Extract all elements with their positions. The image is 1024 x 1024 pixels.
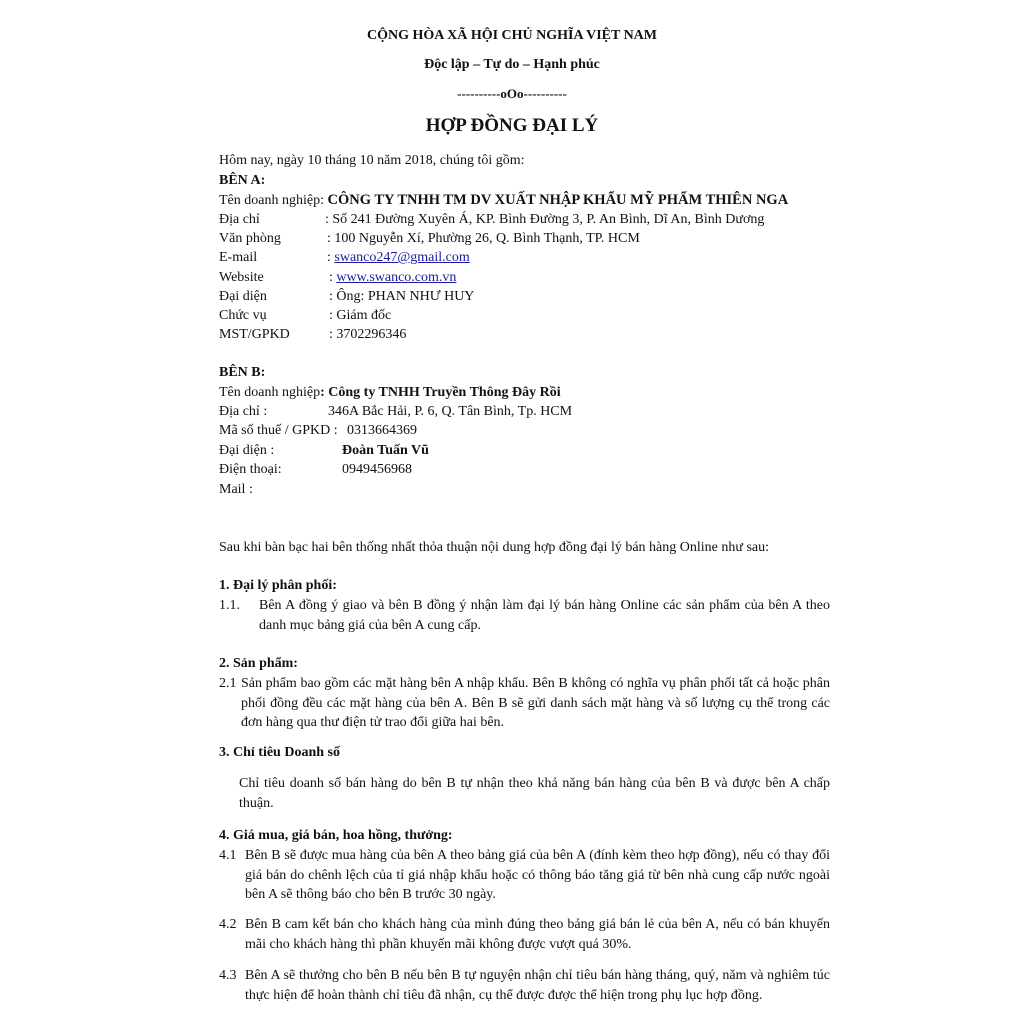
party-b-address-row bbox=[219, 403, 572, 421]
section-2-title: 2. Sản phẩm: bbox=[219, 656, 298, 671]
party-b-company-value: : Công ty TNHH Truyền Thông Đây Rồi bbox=[320, 385, 561, 400]
divider-line: ----------oOo---------- bbox=[457, 86, 567, 101]
party-a-rep-row bbox=[219, 288, 474, 306]
party-a-rep-value: : Ông: PHAN NHƯ HUY bbox=[329, 289, 475, 304]
party-b-phone-label: Điện thoại: bbox=[219, 462, 282, 477]
party-a-rep-label: Đại diện bbox=[219, 289, 267, 304]
section-1-1-number: 1.1. bbox=[219, 598, 240, 613]
party-a-address-label: Địa chỉ bbox=[219, 212, 260, 227]
agreement-intro: Sau khi bàn bạc hai bên thống nhất thỏa thuận nội dung hợp đồng đại lý bán hàng Online như sau: bbox=[219, 540, 770, 555]
party-a-website-link[interactable]: www.swanco.com.vn bbox=[336, 270, 457, 285]
party-b-company-label: Tên doanh nghiệp bbox=[219, 385, 321, 400]
party-b-company-row bbox=[219, 384, 561, 402]
party-a-email-row bbox=[219, 249, 470, 267]
party-a-email-link[interactable]: swanco247@gmail.com bbox=[334, 250, 470, 265]
party-a-position-value: : Giám đốc bbox=[329, 308, 392, 323]
section-2-1-text: Sản phẩm bao gồm các mặt hàng bên A nhập khẩu. Bên B không có nghĩa vụ phân phối tất cả hoặc phân phối đồng đều các mặt hàng của bên A. Bên B sẽ gửi danh sách mặt hàng và số lượng cụ thể trong các đơn hàng qua thư điện tử trao đổi giữa hai bên. bbox=[241, 676, 830, 730]
party-b-tax-label: Mã số thuế / GPKD : bbox=[219, 423, 338, 438]
intro-text: Hôm nay, ngày 10 tháng 10 năm 2018, chúng tôi gồm: bbox=[219, 153, 525, 168]
party-a-website-colon: : bbox=[329, 270, 337, 285]
party-b-mail-label: Mail : bbox=[219, 482, 253, 497]
section-3-title: 3. Chỉ tiêu Doanh số bbox=[219, 745, 340, 760]
party-a-address-value: : Số 241 Đường Xuyên Á, KP. Bình Đường 3, P. An Bình, Dĩ An, Bình Dương bbox=[325, 212, 765, 227]
party-b-address-value: 346A Bắc Hải, P. 6, Q. Tân Bình, Tp. HCM bbox=[328, 404, 573, 419]
party-a-heading: BÊN A: bbox=[219, 173, 266, 188]
party-b-rep-row bbox=[219, 442, 429, 460]
party-b-heading: BÊN B: bbox=[219, 365, 266, 380]
party-b-rep-value: Đoàn Tuấn Vũ bbox=[342, 443, 429, 458]
party-a-tax-label: MST/GPKD bbox=[219, 327, 290, 342]
party-b-phone-row bbox=[219, 461, 412, 479]
section-3-text: Chỉ tiêu doanh số bán hàng do bên B tự nhận theo khả năng bán hàng của bên B và được bên A chấp thuận. bbox=[239, 776, 830, 811]
party-a-office-value: : 100 Nguyễn Xí, Phường 26, Q. Bình Thạnh, TP. HCM bbox=[327, 231, 640, 246]
party-a-office-row bbox=[219, 230, 640, 248]
party-b-mail-row bbox=[219, 481, 253, 499]
contract-title: HỢP ĐỒNG ĐẠI LÝ bbox=[425, 115, 599, 136]
section-1-1-text: Bên A đồng ý giao và bên B đồng ý nhận làm đại lý bán hàng Online các sản phẩm của bên A theo danh mục bảng giá của bên A cung cấp. bbox=[259, 598, 830, 633]
party-a-website-row bbox=[219, 269, 456, 287]
party-a-position-row bbox=[219, 307, 391, 325]
section-1-title: 1. Đại lý phân phối: bbox=[219, 578, 337, 593]
section-4-2-text: Bên B cam kết bán cho khách hàng của mình đúng theo bảng giá bán lẻ của bên A, nếu có bán khuyến mãi cho khách hàng thì phần khuyến mãi không được vượt quá 30%. bbox=[245, 917, 830, 952]
party-a-company-value: CÔNG TY TNHH TM DV XUẤT NHẬP KHẨU MỸ PHẨM THIÊN NGA bbox=[327, 192, 789, 208]
nation-heading: CỘNG HÒA XÃ HỘI CHỦ NGHĨA VIỆT NAM bbox=[366, 28, 657, 43]
section-4-3-text: Bên A sẽ thưởng cho bên B nếu bên B tự nguyện nhận chỉ tiêu bán hàng tháng, quý, năm và nghiêm túc thực hiện để hoàn thành chỉ tiêu đã nhận, cụ thể được được thể hiện trong phụ lục hợp đồng. bbox=[245, 968, 830, 1003]
section-2-1-number: 2.1 bbox=[219, 676, 237, 691]
party-a-company-row bbox=[219, 191, 788, 210]
party-a-email-label: E-mail bbox=[219, 250, 258, 265]
party-b-phone-value: 0949456968 bbox=[342, 462, 412, 477]
party-a-company-label: Tên doanh nghiệp: bbox=[219, 193, 328, 208]
party-a-position-label: Chức vụ bbox=[219, 308, 267, 323]
section-4-1-text: Bên B sẽ được mua hàng của bên A theo bảng giá của bên A (đính kèm theo hợp đồng), nếu có thay đổi giá bán do chênh lệch của tỉ giá nhập khẩu hoặc có thông báo tăng giá từ bên nhà cung cấp nước ngoài bên A sẽ thông báo cho bên B trước 30 ngày. bbox=[245, 848, 830, 902]
section-4-3-number: 4.3 bbox=[219, 968, 237, 983]
section-4-1-number: 4.1 bbox=[219, 848, 237, 863]
section-4-2-number: 4.2 bbox=[219, 917, 237, 932]
party-b-address-label: Địa chỉ : bbox=[219, 404, 268, 419]
party-a-address-row bbox=[219, 211, 764, 229]
party-a-tax-value: : 3702296346 bbox=[329, 327, 407, 342]
party-a-tax-row bbox=[219, 326, 406, 344]
party-a-email-colon: : bbox=[327, 250, 335, 265]
motto-heading: Độc lập – Tự do – Hạnh phúc bbox=[424, 57, 600, 72]
party-a-office-label: Văn phòng bbox=[219, 231, 281, 246]
party-a-website-label: Website bbox=[219, 270, 264, 285]
party-b-tax-value: 0313664369 bbox=[347, 423, 417, 438]
party-b-tax-row bbox=[219, 422, 417, 440]
party-b-rep-label: Đại diện : bbox=[219, 443, 275, 458]
section-4-title: 4. Giá mua, giá bán, hoa hồng, thưởng: bbox=[219, 828, 453, 843]
